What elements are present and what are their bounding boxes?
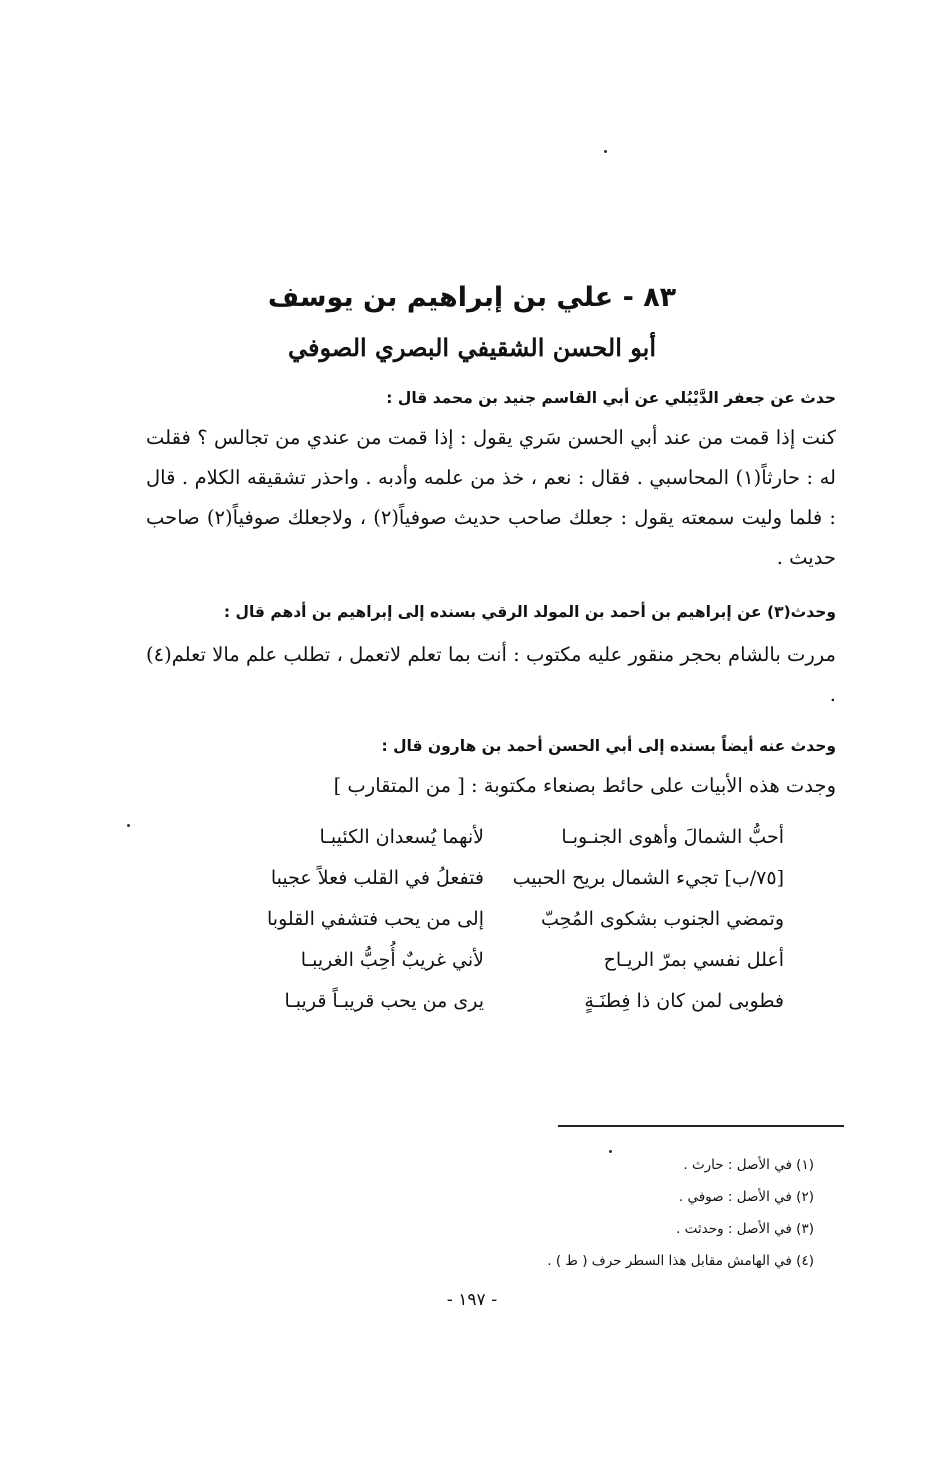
paragraph-3: وجدت هذه الأبيات على حائط بصنعاء مكتوبة : [ من المتقارب ] (333, 774, 836, 797)
poem (184, 816, 784, 1021)
scan-speck (609, 1150, 612, 1153)
poem-line (184, 857, 784, 898)
scan-speck (127, 824, 130, 827)
poem-hemistich-first: فطوبى لمن كان ذا فِطنَـةٍ (584, 989, 784, 1012)
footnote: (٤) في الهامش مقابل هذا السطر حرف ( ط ) . (547, 1253, 814, 1269)
isnad-1: حدث عن جعفر الدَّيْبُلي عن أبي القاسم جنيد بن محمد قال : (386, 389, 836, 407)
scan-speck (604, 150, 607, 153)
poem-line (184, 898, 784, 939)
footnotes (114, 1149, 814, 1277)
footnote: (٣) في الأصل : وحدثت . (676, 1221, 814, 1237)
poem-hemistich-first: أحبُّ الشمالَ وأهوى الجنـوبـا (561, 825, 784, 848)
poem-hemistich-first: [٧٥/ب] تجيء الشمال بريح الحبيب (512, 866, 784, 889)
poem-hemistich-first: أعلل نفسي بمرّ الريـاح (603, 948, 784, 971)
poem-hemistich-second: إلى من يحب فتشفي القلوبا (267, 907, 484, 930)
poem-line (184, 816, 784, 857)
page-number: - ١٩٧ - (446, 1290, 498, 1310)
paragraph-1: كنت إذا قمت من عند أبي الحسن سَري يقول : إذا قمت من عندي من تجالس ؟ فقلت له : حارثاً(١) المحاسبي . فقال : نعم ، خذ من علمه وأدبه . واحذر تشقيقه الكلام . قال : فلما وليت سمعته يقول : جعلك صاحب حديث صوفياً(٢) ، ولاجعلك صوفياً(٢) صاحب حديث . (146, 426, 836, 569)
footnote: (٢) في الأصل : صوفي . (678, 1189, 814, 1205)
isnad-2: وحدث(٣) عن إبراهيم بن أحمد بن المولد الرقي بسنده إلى إبراهيم بن أدهم قال : (223, 603, 836, 621)
poem-hemistich-first: وتمضي الجنوب بشكوى المُحِبّ (540, 907, 784, 930)
poem-hemistich-second: لأني غريبٌ أُحِبُّ الغريبـا (300, 948, 484, 971)
entry-subtitle: أبو الحسن الشقيفي البصري الصوفي (288, 333, 656, 362)
isnad-3: وحدث عنه أيضاً بسنده إلى أبي الحسن أحمد بن هارون قال : (381, 737, 836, 755)
poem-line (184, 980, 784, 1021)
poem-line (184, 939, 784, 980)
footnote-separator (558, 1125, 844, 1127)
poem-hemistich-second: فتفعلُ في القلب فعلاً عجيبا (270, 866, 484, 889)
footnote: (١) في الأصل : حارث . (683, 1157, 814, 1173)
poem-hemistich-second: يرى من يحب قريبـاً قريبـا (284, 989, 484, 1012)
paragraph-2: مررت بالشام بحجر منقور عليه مكتوب : أنت بما تعلم لاتعمل ، تطلب علم مالا تعلم(٤) . (146, 643, 836, 706)
poem-hemistich-second: لأنهما يُسعدان الكئيبـا (319, 825, 484, 848)
entry-title: ٨٣ - علي بن إبراهيم بن يوسف (267, 282, 677, 313)
